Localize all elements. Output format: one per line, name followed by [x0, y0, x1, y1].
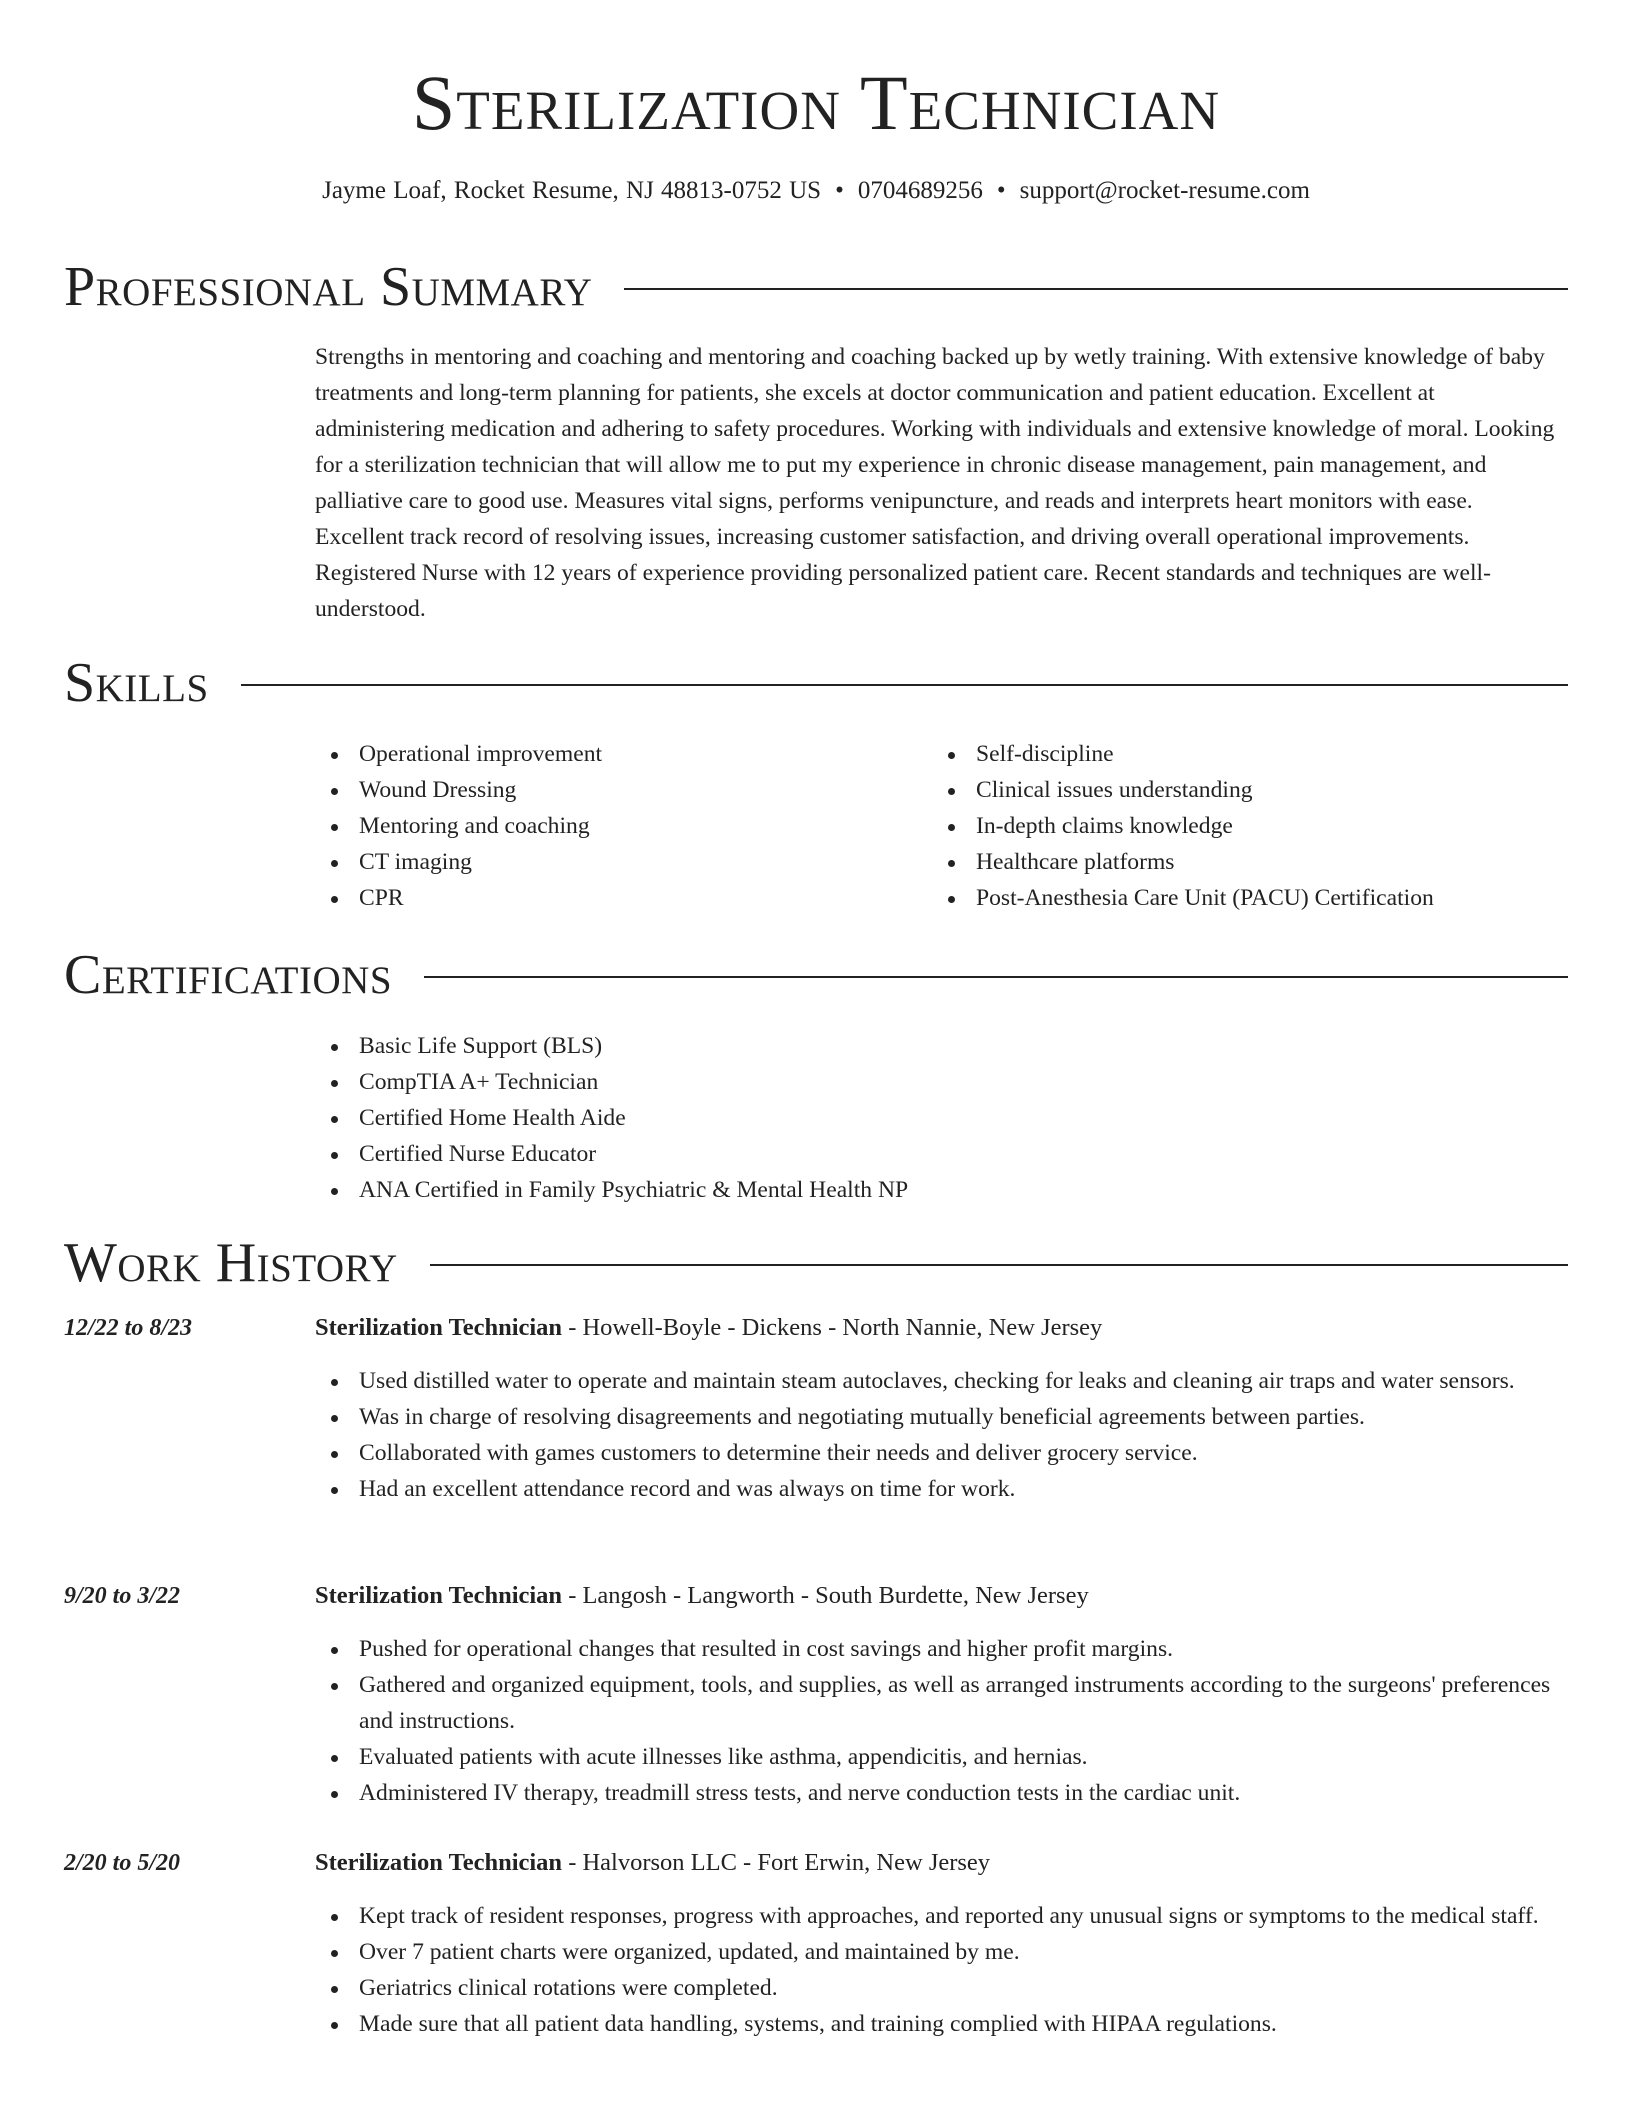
- certifications-section-header: [64, 940, 1568, 1010]
- section-divider: [241, 684, 1568, 686]
- contact-phone: 0704689256: [857, 177, 983, 204]
- summary-section-title: Professional Summary: [64, 256, 593, 318]
- skill-item: Self-discipline: [932, 736, 1572, 772]
- skills-section-title: Skills: [64, 652, 209, 714]
- work-history-section-title: Work History: [64, 1232, 398, 1294]
- skills-list-left: [315, 736, 875, 916]
- job-duty-item: Gathered and organized equipment, tools, and supplies, as well as arranged instruments according to the surgeons' preferences and instructions.: [315, 1667, 1566, 1739]
- contact-separator: •: [835, 177, 844, 204]
- skills-list-right: [932, 736, 1572, 916]
- job-duty-item: Kept track of resident responses, progress with approaches, and reported any unusual signs or symptoms to the medical staff.: [315, 1898, 1566, 1934]
- job-duty-item: Used distilled water to operate and maintain steam autoclaves, checking for leaks and cleaning air traps and water sensors.: [315, 1363, 1566, 1399]
- skill-item: In-depth claims knowledge: [932, 808, 1572, 844]
- job-employer: - Halvorson LLC - Fort Erwin, New Jersey: [562, 1849, 991, 1876]
- job-duties-list: [315, 1631, 1566, 1811]
- contact-email: support@rocket-resume.com: [1019, 177, 1310, 204]
- job-duty-item: Administered IV therapy, treadmill stress tests, and nerve conduction tests in the cardiac unit.: [315, 1775, 1566, 1811]
- job-employer: - Howell-Boyle - Dickens - North Nannie, New Jersey: [562, 1314, 1103, 1341]
- summary-text: Strengths in mentoring and coaching and mentoring and coaching backed up by wetly training. With extensive knowledge of baby treatments and long-term planning for patients, she excels at doctor communication and patient education. Excellent at administering medication and adhering to safety procedures. Working with individuals and extensive knowledge of moral. Looking for a sterilization technician that will allow me to put my experience in chronic disease management, pain management, and palliative care to good use. Measures vital signs, performs venipuncture, and reads and interprets heart monitors with ease. Excellent track record of resolving issues, increasing customer satisfaction, and driving overall operational improvements. Registered Nurse with 12 years of experience providing personalized patient care. Recent standards and techniques are well-understood.: [315, 344, 1555, 622]
- certification-item: Certified Home Health Aide: [315, 1100, 1215, 1136]
- work-history-section-header: [64, 1228, 1568, 1298]
- job-duties-list: [315, 1898, 1566, 2042]
- contact-address: Jayme Loaf, Rocket Resume, NJ 48813-0752 US: [322, 177, 822, 204]
- resume-name-heading: Sterilization Technician: [411, 59, 1221, 146]
- skill-item: CPR: [315, 880, 875, 916]
- job-employer: - Langosh - Langworth - South Burdette, New Jersey: [562, 1582, 1089, 1609]
- job-duty-item: Made sure that all patient data handling, systems, and training complied with HIPAA regulations.: [315, 2006, 1566, 2042]
- job-dates: 2/20 to 5/20: [64, 1850, 181, 1876]
- certification-item: Basic Life Support (BLS): [315, 1028, 1215, 1064]
- job-title: Sterilization Technician: [315, 1314, 563, 1341]
- job-dates: 12/22 to 8/23: [64, 1315, 193, 1341]
- job-title: Sterilization Technician: [315, 1849, 563, 1876]
- skill-item: Post-Anesthesia Care Unit (PACU) Certification: [932, 880, 1572, 916]
- certifications-list: [315, 1028, 1215, 1208]
- job-duties-list: [315, 1363, 1566, 1507]
- certification-item: CompTIA A+ Technician: [315, 1064, 1215, 1100]
- skill-item: Operational improvement: [315, 736, 875, 772]
- job-title: Sterilization Technician: [315, 1582, 563, 1609]
- job-dates: 9/20 to 3/22: [64, 1583, 181, 1609]
- job-duty-item: Collaborated with games customers to determine their needs and deliver grocery service.: [315, 1435, 1566, 1471]
- job-duty-item: Evaluated patients with acute illnesses like asthma, appendicitis, and hernias.: [315, 1739, 1566, 1775]
- skill-item: Clinical issues understanding: [932, 772, 1572, 808]
- contact-line: [0, 176, 1632, 206]
- job-header: [315, 1578, 1566, 1614]
- skills-column-right: [932, 736, 1572, 916]
- skill-item: CT imaging: [315, 844, 875, 880]
- skill-item: Healthcare platforms: [932, 844, 1572, 880]
- section-divider: [430, 1264, 1568, 1266]
- job-duty-item: Over 7 patient charts were organized, updated, and maintained by me.: [315, 1934, 1566, 1970]
- skill-item: Mentoring and coaching: [315, 808, 875, 844]
- skills-section-header: [64, 648, 1568, 718]
- skill-item: Wound Dressing: [315, 772, 875, 808]
- job-duty-item: Geriatrics clinical rotations were completed.: [315, 1970, 1566, 2006]
- certifications-block: [315, 1028, 1215, 1208]
- job-duty-item: Was in charge of resolving disagreements and negotiating mutually beneficial agreements between parties.: [315, 1399, 1566, 1435]
- certifications-section-title: Certifications: [64, 944, 393, 1006]
- section-divider: [624, 288, 1568, 290]
- certification-item: Certified Nurse Educator: [315, 1136, 1215, 1172]
- job-duty-item: Pushed for operational changes that resulted in cost savings and higher profit margins.: [315, 1631, 1566, 1667]
- skills-column-left: [315, 736, 875, 916]
- summary-section-header: [64, 252, 1568, 322]
- certification-item: ANA Certified in Family Psychiatric & Mental Health NP: [315, 1172, 1215, 1208]
- job-header: [315, 1310, 1566, 1346]
- job-duty-item: Had an excellent attendance record and was always on time for work.: [315, 1471, 1566, 1507]
- section-divider: [424, 976, 1568, 978]
- job-header: [315, 1845, 1566, 1881]
- contact-separator: •: [996, 177, 1006, 204]
